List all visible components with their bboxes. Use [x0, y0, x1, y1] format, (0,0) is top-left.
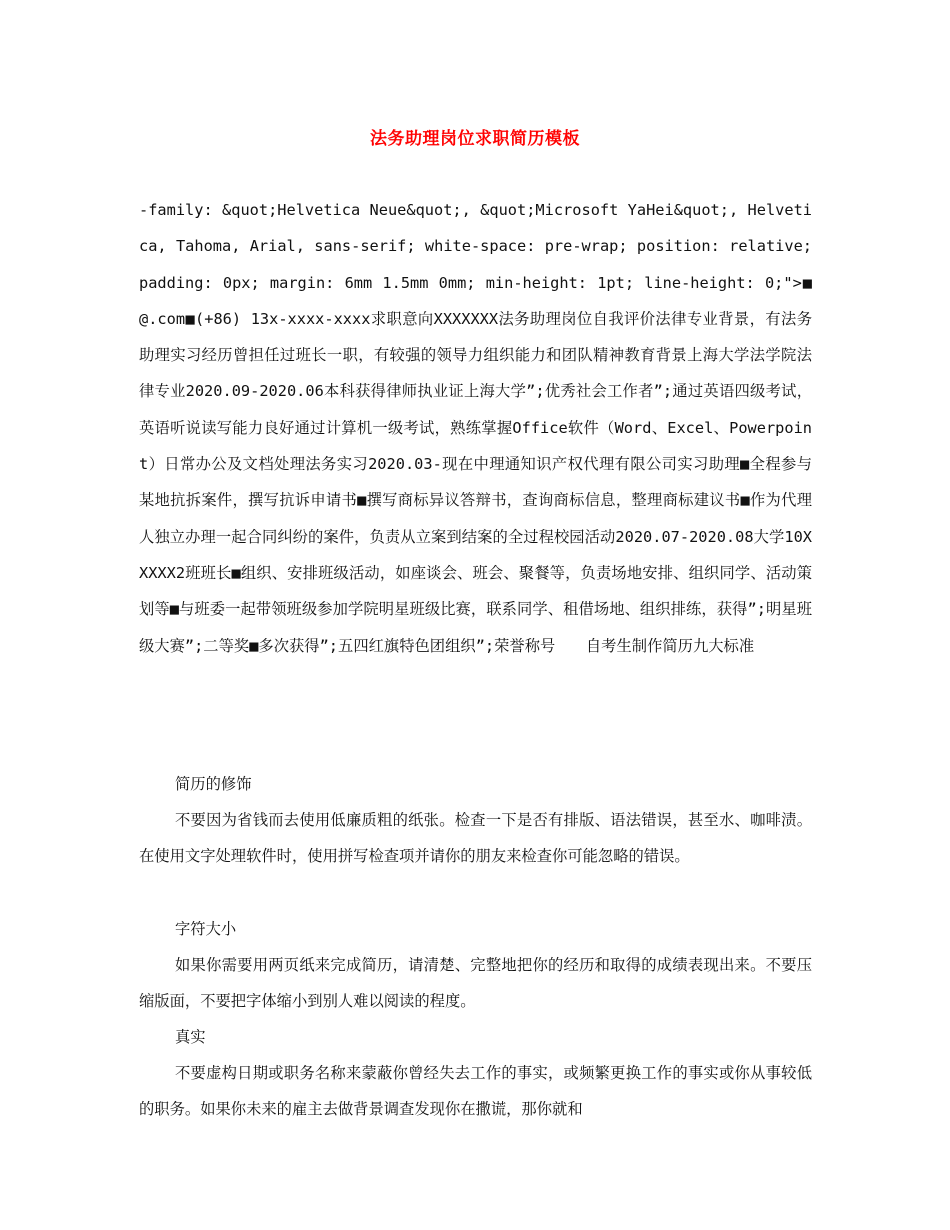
section-heading-decoration: 简历的修饰 — [175, 775, 252, 793]
document-title: 法务助理岗位求职简历模板 — [370, 129, 580, 149]
intro-paragraph: -family: &quot;Helvetica Neue&quot;, &quot;Microsoft YaHei&quot;, Helvetica, Tahoma, Arial, sans-serif; white-space: pre-wrap; position: relative; padding: 0px; margin: 6mm 1.5mm 0mm; min-height: 1pt; line-height: 0;">■@.com■(+86) 13x-xxxx-xxxx求职意向XXXXXXX法务助理岗位自我评价法律专业背景，有法务助理实习经历曾担任过班长一职，有较强的领导力组织能力和团队精神教育背景上海大学法学院法律专业2020.09-2020.06本科获得律师执业证上海大学”;优秀社会工作者”;通过英语四级考试，英语听说读写能力良好通过计算机一级考试，熟练掌握Office软件（Word、Excel、Powerpoint）日常办公及文档处理法务实习2020.03-现在中理通知识产权代理有限公司实习助理■全程参与某地抗拆案件，撰写抗诉申请书■撰写商标异议答辩书，查询商标信息，整理商标建议书■作为代理人独立办理一起合同纠纷的案件，负责从立案到结案的全过程校园活动2020.07-2020.08大学10XXXXX2班班长■组织、安排班级活动，如座谈会、班会、聚餐等，负责场地安排、组织同学、活动策划等■与班委一起带领班级参加学院明星班级比赛，联系同学、租借场地、组织排练，获得”;明星班级大赛”;二等奖■多次获得”;五四红旗特色团组织”;荣誉称号 自考生制作简历九大标准 — [139, 201, 812, 655]
section-text-decoration: 不要因为省钱而去使用低廉质粗的纸张。检查一下是否有排版、语法错误，甚至水、咖啡渍。在使用文字处理软件时，使用拼写检查项并请你的朋友来检查你可能忽略的错误。 — [139, 811, 812, 866]
section-text-truth: 不要虚构日期或职务名称来蒙蔽你曾经失去工作的事实，或频繁更换工作的事实或你从事较低的职务。如果你未来的雇主去做背景调查发现你在撒谎，那你就和 — [139, 1064, 812, 1119]
section-heading-truth: 真实 — [175, 1028, 206, 1046]
section-heading-font-size: 字符大小 — [175, 920, 237, 938]
section-text-font-size: 如果你需要用两页纸来完成简历，请清楚、完整地把你的经历和取得的成绩表现出来。不要压缩版面，不要把字体缩小到别人难以阅读的程度。 — [139, 956, 812, 1011]
